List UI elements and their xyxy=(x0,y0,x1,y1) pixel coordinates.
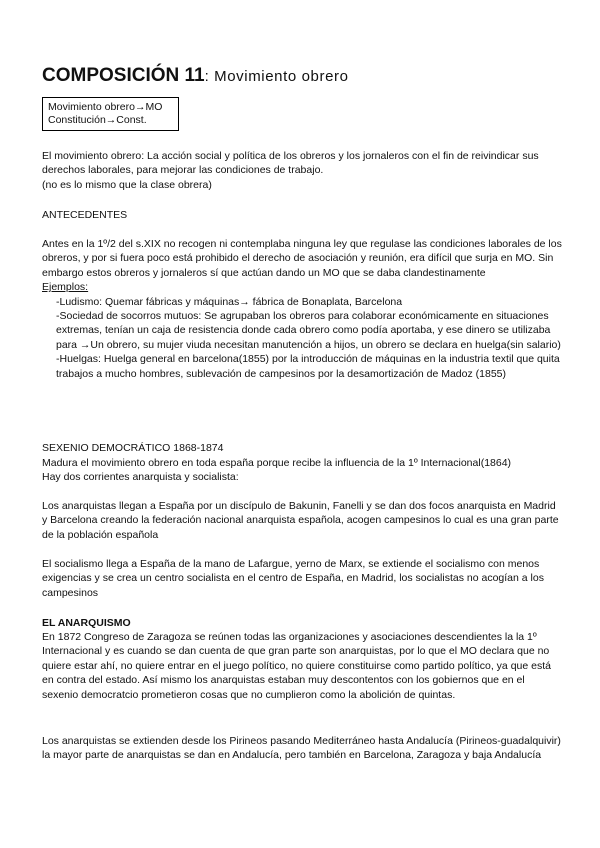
examples-label: Ejemplos: xyxy=(42,281,89,294)
title-main: COMPOSICIÓN 11 xyxy=(42,65,205,86)
page-title xyxy=(42,58,349,89)
example-item: -Sociedad de socorros mutuos: Se agrupaban los obreros para colaborar económicamente en situaciones extremas, tenían un caja de resistencia donde cada obrero como podía aportaba, y ese dinero se utilizaba para →Un obrero, su mujer viuda necesitan manutención a hijos, un obrero se declara en huelga(sin salario) xyxy=(56,310,561,351)
intro-note: (no es lo mismo que la clase obrera) xyxy=(42,178,212,191)
antecedentes-heading: ANTECEDENTES xyxy=(42,209,128,221)
antecedentes-paragraph: Antes en la 1º/2 del s.XIX no recogen ni contemplaba ninguna ley que regulase las condiciones laborales de los obreros, y por si fuera poco está prohibido el derecho de asociación y reunión, era difícil que surja en MO. Sin embargo estos obreros y jornaleros sí que actúan dando un MO que se daba clandestinamente xyxy=(42,238,562,279)
anarquismo-paragraph-1: En 1872 Congreso de Zaragoza se reúnen todas las organizaciones y asociaciones descendientes la la 1º Internacional y es cuando se dan cuenta de que gran parte son anarquistas, por lo que el MO declara que no quiere estar ahí, no quiere entrar en el juego político, no quiere constituirse como partido político, ya que está en contra del estado. Así mismo los anarquistas estaban muy descontentos con los gobiernos que en el sexenio democratcio prometieron cosas que no cumplieron como la abolición de quintas. xyxy=(42,631,551,701)
abbreviation-item: Constitución→Const. xyxy=(48,114,147,126)
intro-section xyxy=(42,149,562,192)
abbreviation-item: Movimiento obrero→MO xyxy=(48,101,163,113)
title-subtitle: : Movimiento obrero xyxy=(204,68,349,85)
anarquismo-heading: EL ANARQUISMO xyxy=(42,617,131,629)
example-item: -Ludismo: Quemar fábricas y máquinas→ fábrica de Bonaplata, Barcelona xyxy=(56,295,403,308)
abbreviations-box xyxy=(42,97,179,131)
sexenio-heading: SEXENIO DEMOCRÁTICO 1868-1874 xyxy=(42,442,224,454)
sexenio-line-2: Hay dos corrientes anarquista y socialista: xyxy=(42,471,239,484)
anarquismo-paragraph-2: Los anarquistas se extienden desde los Pirineos pasando Mediterráneo hasta Andalucía (Pirineos-guadalquivir) la mayor parte de anarquistas se dan en Andalucía, pero también en Barcelona, Zaragoza y baja Andalucía xyxy=(42,735,561,762)
socialismo-paragraph: El socialismo llega a España de la mano de Lafargue, yerno de Marx, se extiende el socialismo con menos exigencias y se crea un centro socialista en el centro de España, en Madrid, los socialistas no acogían a los campesinos xyxy=(42,558,544,599)
example-item: -Huelgas: Huelga general en barcelona(1855) por la introducción de máquinas en la industria textil que quita trabajos a mucho hombres, sublevación de campesinos por la desamortización de Madoz (1855) xyxy=(56,353,560,380)
anarquistas-paragraph: Los anarquistas llegan a España por un discípulo de Bakunin, Fanelli y se dan dos focos anarquista en Madrid y Barcelona creando la federación nacional anarquista española, acogen campesinos lo cual es una gran parte de la población española xyxy=(42,500,559,541)
antecedentes-section xyxy=(42,237,562,381)
sexenio-line-1: Madura el movimiento obrero en toda españa porque recibe la influencia de la 1º Internacional(1864) xyxy=(42,457,512,469)
intro-definition: El movimiento obrero: La acción social y política de los obreros y los jornaleros con el fin de reivindicar sus derechos laborales, para mejorar las condiciones de trabajo. xyxy=(42,150,539,177)
sexenio-intro xyxy=(42,456,562,485)
